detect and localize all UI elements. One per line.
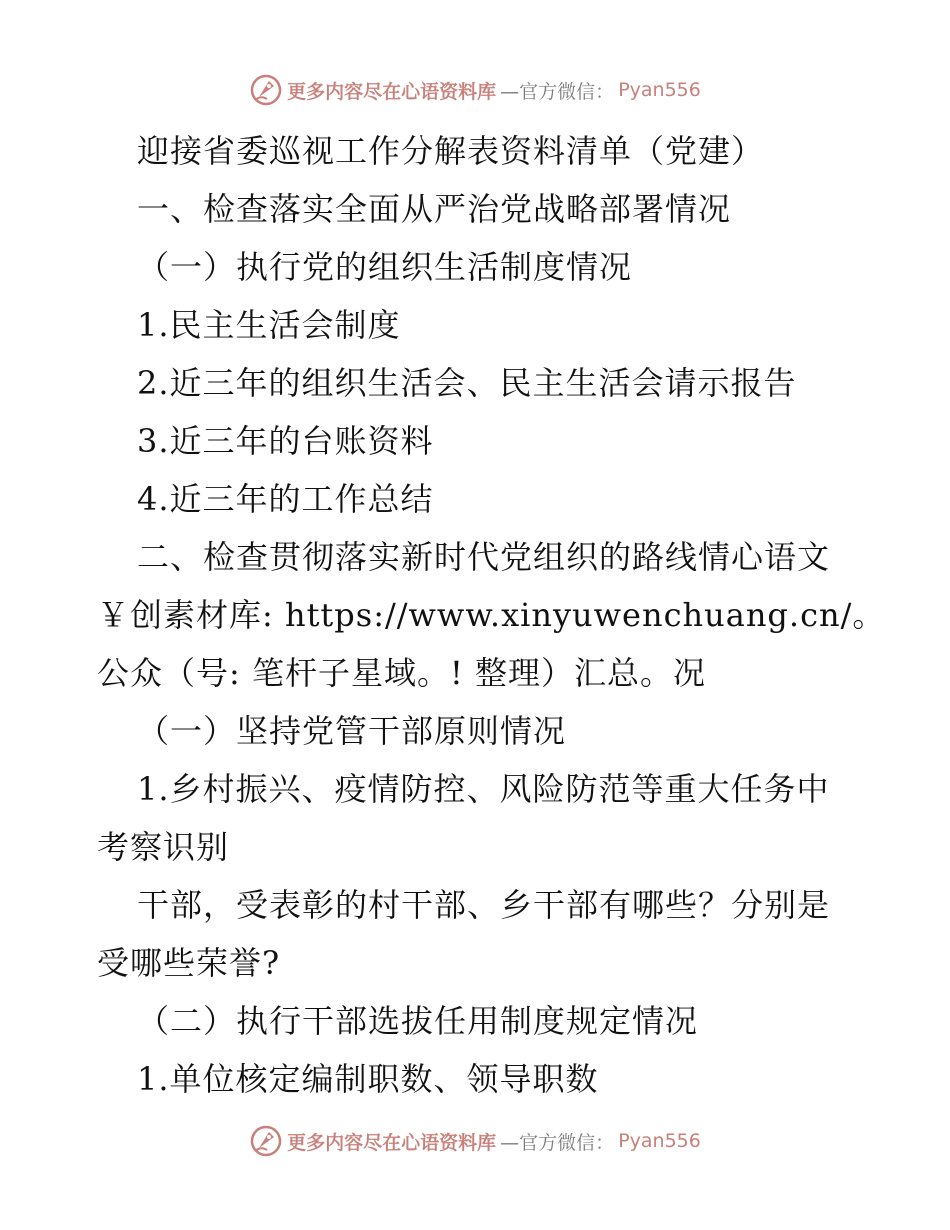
watermark-wechat-id: Pyan556: [618, 1130, 701, 1152]
section-heading: 二、检查贯彻落实新时代党组织的路线情心语文: [137, 538, 831, 576]
watermark-separator: —官方微信：: [500, 80, 615, 103]
paragraph-line: 受哪些荣誉?: [97, 944, 281, 982]
watermark-main-text: 更多内容尽在心语资料库: [287, 80, 497, 103]
pen-nib-logo-icon: [249, 1124, 283, 1158]
list-item: 1.乡村振兴、疫情防控、风险防范等重大任务中: [137, 770, 830, 808]
paragraph-line: 干部，受表彰的村干部、乡干部有哪些？分别是: [137, 886, 831, 924]
paragraph-line: ￥创素材库: https://www.xinyuwenchuang.cn/。: [97, 596, 886, 634]
subsection-heading: （一）坚持党管干部原则情况: [137, 712, 567, 750]
document-body: [97, 122, 886, 1108]
paragraph-line: 考察识别: [97, 828, 230, 866]
section-heading: 一、检查落实全面从严治党战略部署情况: [137, 190, 732, 228]
list-item: 1.单位核定编制职数、领导职数: [137, 1060, 599, 1098]
footer-watermark: [0, 1124, 950, 1158]
list-item: 2.近三年的组织生活会、民主生活会请示报告: [137, 364, 797, 402]
pen-nib-logo-icon: [249, 73, 283, 107]
subsection-heading: （一）执行党的组织生活制度情况: [137, 248, 633, 286]
list-item: 1.民主生活会制度: [137, 306, 401, 344]
watermark-wechat-id: Pyan556: [618, 79, 701, 101]
header-watermark: [0, 73, 950, 107]
document-title: 迎接省委巡视工作分解表资料清单（党建）: [137, 132, 765, 170]
paragraph-line: 公众（号: 笔杆子星域。! 整理）汇总。况: [97, 654, 706, 692]
list-item: 3.近三年的台账资料: [137, 422, 434, 460]
watermark-separator: —官方微信：: [500, 1131, 615, 1154]
list-item: 4.近三年的工作总结: [137, 480, 434, 518]
watermark-main-text: 更多内容尽在心语资料库: [287, 1131, 497, 1154]
subsection-heading: （二）执行干部选拔任用制度规定情况: [137, 1002, 699, 1040]
